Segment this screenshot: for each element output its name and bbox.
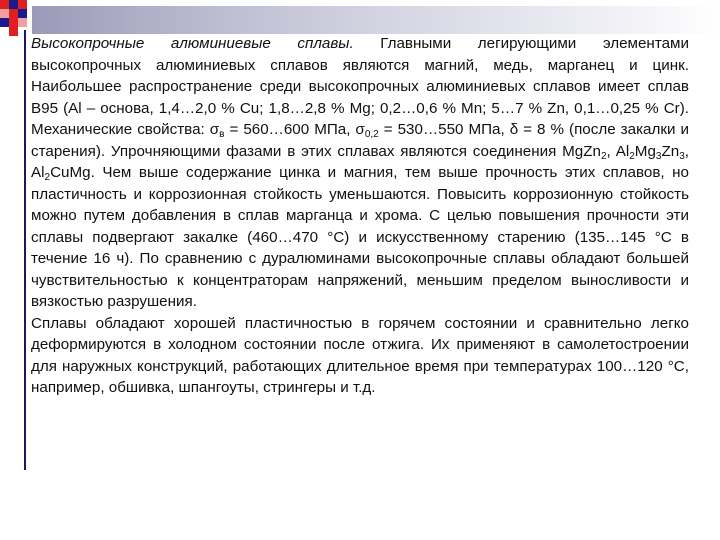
decor-square: [0, 0, 9, 9]
decor-square: [0, 9, 9, 18]
decor-square: [9, 18, 18, 27]
body-text: [31, 33, 689, 399]
decor-square: [18, 0, 27, 9]
decor-square: [18, 9, 27, 18]
vertical-rule: [24, 30, 26, 470]
decor-square: [9, 9, 18, 18]
title-band: [32, 6, 720, 34]
decor-square: [9, 27, 18, 36]
term-heading: Высокопрочные алюминиевые сплавы.: [31, 35, 354, 52]
paragraph-2: Сплавы обладают хорошей пластичностью в горячем состоянии и сравнительно легко деформируются в холодном состоянии после отжига. Их применяют в самолетостроении для наружных конструкций, работающих длительное время при температурах 100…120 °С, например, обшивка, шпангоуты, стрингеры и т.д.: [31, 314, 689, 396]
decor-square: [9, 0, 18, 9]
paragraph-1: Высокопрочные алюминиевые сплавы. Главными легирующими элементами высокопрочных алюминиевых сплавов являются магний, медь, марганец и цинк. Наибольшее распространение среди высокопрочных алюминиевых сплавов имеет сплав В95 (Al – основа, 1,4…2,0 % Cu; 1,8…2,8 % Mg; 0,2…0,6 % Mn; 5…7 % Zn, 0,1…0,25 % Cr). Механические свойства: $\sigma_в$ = 560…600 МПа, $\sigma_{0,2}$ = 530…550 МПа, δ = 8 % (после закалки и старения). Упрочняющими фазами в этих сплавах являются соединения MgZn$_2$, $Al_2Mg_3Zn_3$, $Al_2CuMg$. Чем выше содержание цинка и магния, тем выше прочность этих сплавов, но пластичность и коррозионная стойкость уменьшаются. Повысить коррозионную стойкость можно путем добавления в сплав марганца и хрома. С целью повышения прочности эти сплавы подвергают закалке (460…470 °С) и искусственному старению (135…145 °С в течение 16 ч). По сравнению с дуралюминами высокопрочные сплавы обладают большей чувствительностью к концентраторам напряжений, меньшим пределом выносливости и вязкостью разрушения.: [31, 35, 689, 310]
decor-square: [0, 18, 9, 27]
decor-square: [18, 18, 27, 27]
